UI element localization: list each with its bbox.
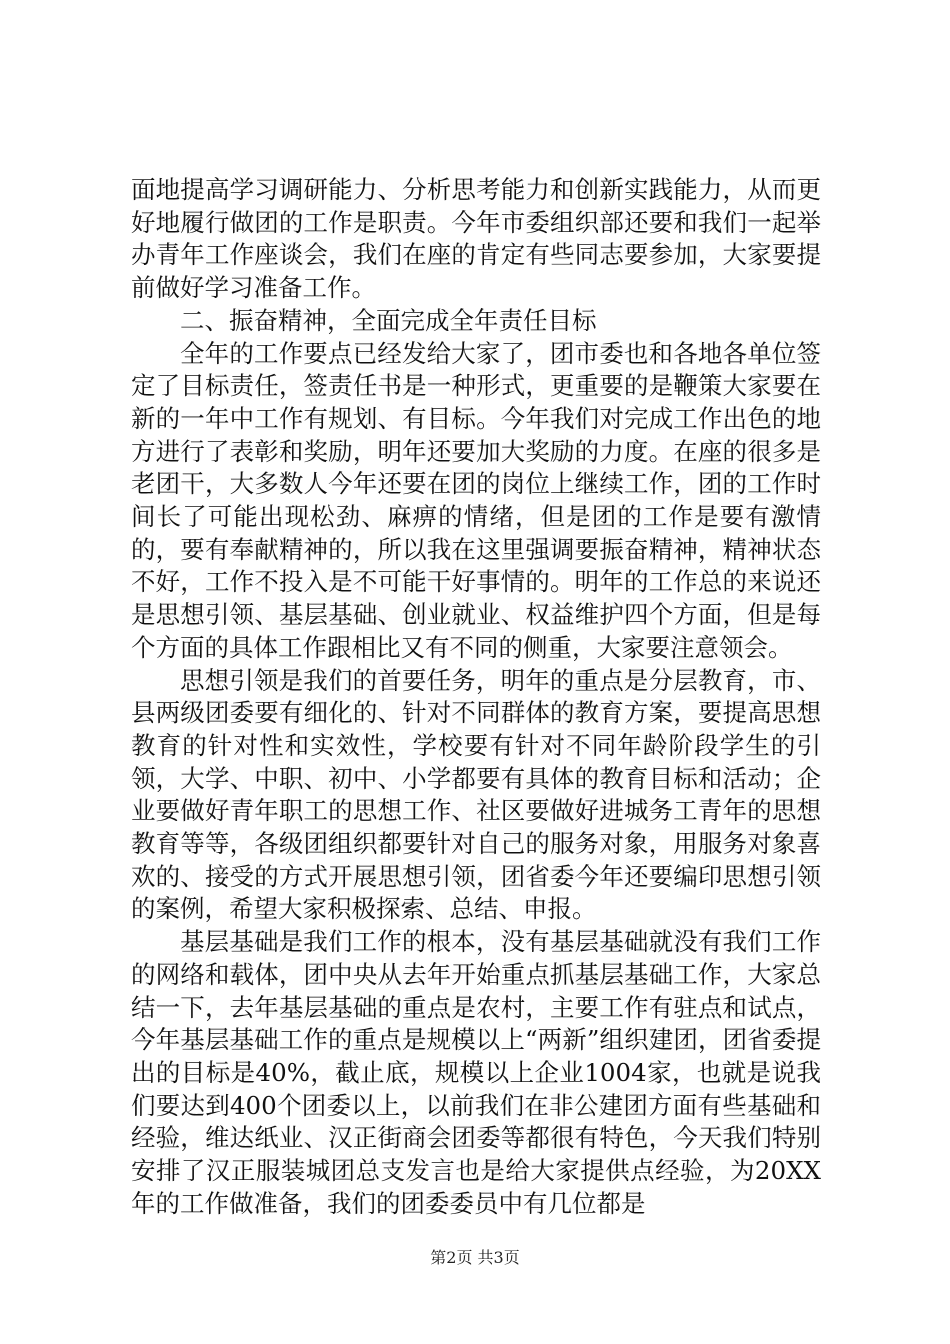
body-text — [131, 174, 821, 1221]
paragraph-grassroots-foundation: 基层基础是我们工作的根本，没有基层基础就没有我们工作的网络和载体，团中央从去年开始重点抓基层基础工作，大家总结一下，去年基层基础的重点是农村，主要工作有驻点和试点，今年基层基础工作的重点是规模以上“两新”组织建团，团省委提出的目标是40%，截止底，规模以上企业1004家，也就是说我们要达到400个团委以上，以前我们在非公建团方面有些基础和经验，维达纸业、汉正街商会团委等都很有特色，今天我们特别安排了汉正服装城团总支发言也是给大家提供点经验，为20XX年的工作做准备，我们的团委委员中有几位都是 — [131, 927, 821, 1218]
paragraph-responsibility-goals: 全年的工作要点已经发给大家了，团市委也和各地各单位签定了目标责任，签责任书是一种形式，更重要的是鞭策大家要在新的一年中工作有规划、有目标。今年我们对完成工作出色的地方进行了表彰和奖励，明年还要加大奖励的力度。在座的很多是老团干，大多数人今年还要在团的岗位上继续工作，团的工作时间长了可能出现松劲、麻痹的情绪，但是团的工作是要有激情的，要有奉献精神的，所以我在这里强调要振奋精神，精神状态不好，工作不投入是不可能干好事情的。明年的工作总的来说还是思想引领、基层基础、创业就业、权益维护四个方面，但是每个方面的具体工作跟相比又有不同的侧重，大家要注意领会。 — [131, 338, 821, 662]
page-footer: 第2页 共3页 — [430, 1248, 520, 1267]
paragraph-continuation: 面地提高学习调研能力、分析思考能力和创新实践能力，从而更好地履行做团的工作是职责。今年市委组织部还要和我们一起举办青年工作座谈会，我们在座的肯定有些同志要参加，大家要提前做好学习准备工作。 — [131, 175, 821, 303]
paragraph-ideological-guidance: 思想引领是我们的首要任务，明年的重点是分层教育，市、县两级团委要有细化的、针对不同群体的教育方案，要提高思想教育的针对性和实效性，学校要有针对不同年龄阶段学生的引领，大学、中职、初中、小学都要有具体的教育目标和活动；企业要做好青年职工的思想工作、社区要做好进城务工青年的思想教育等等，各级团组织都要针对自己的服务对象，用服务对象喜欢的、接受的方式开展思想引领，团省委今年还要编印思想引领的案例，希望大家积极探索、总结、申报。 — [131, 665, 821, 924]
section-heading: 二、振奋精神，全面完成全年责任目标 — [180, 305, 597, 335]
